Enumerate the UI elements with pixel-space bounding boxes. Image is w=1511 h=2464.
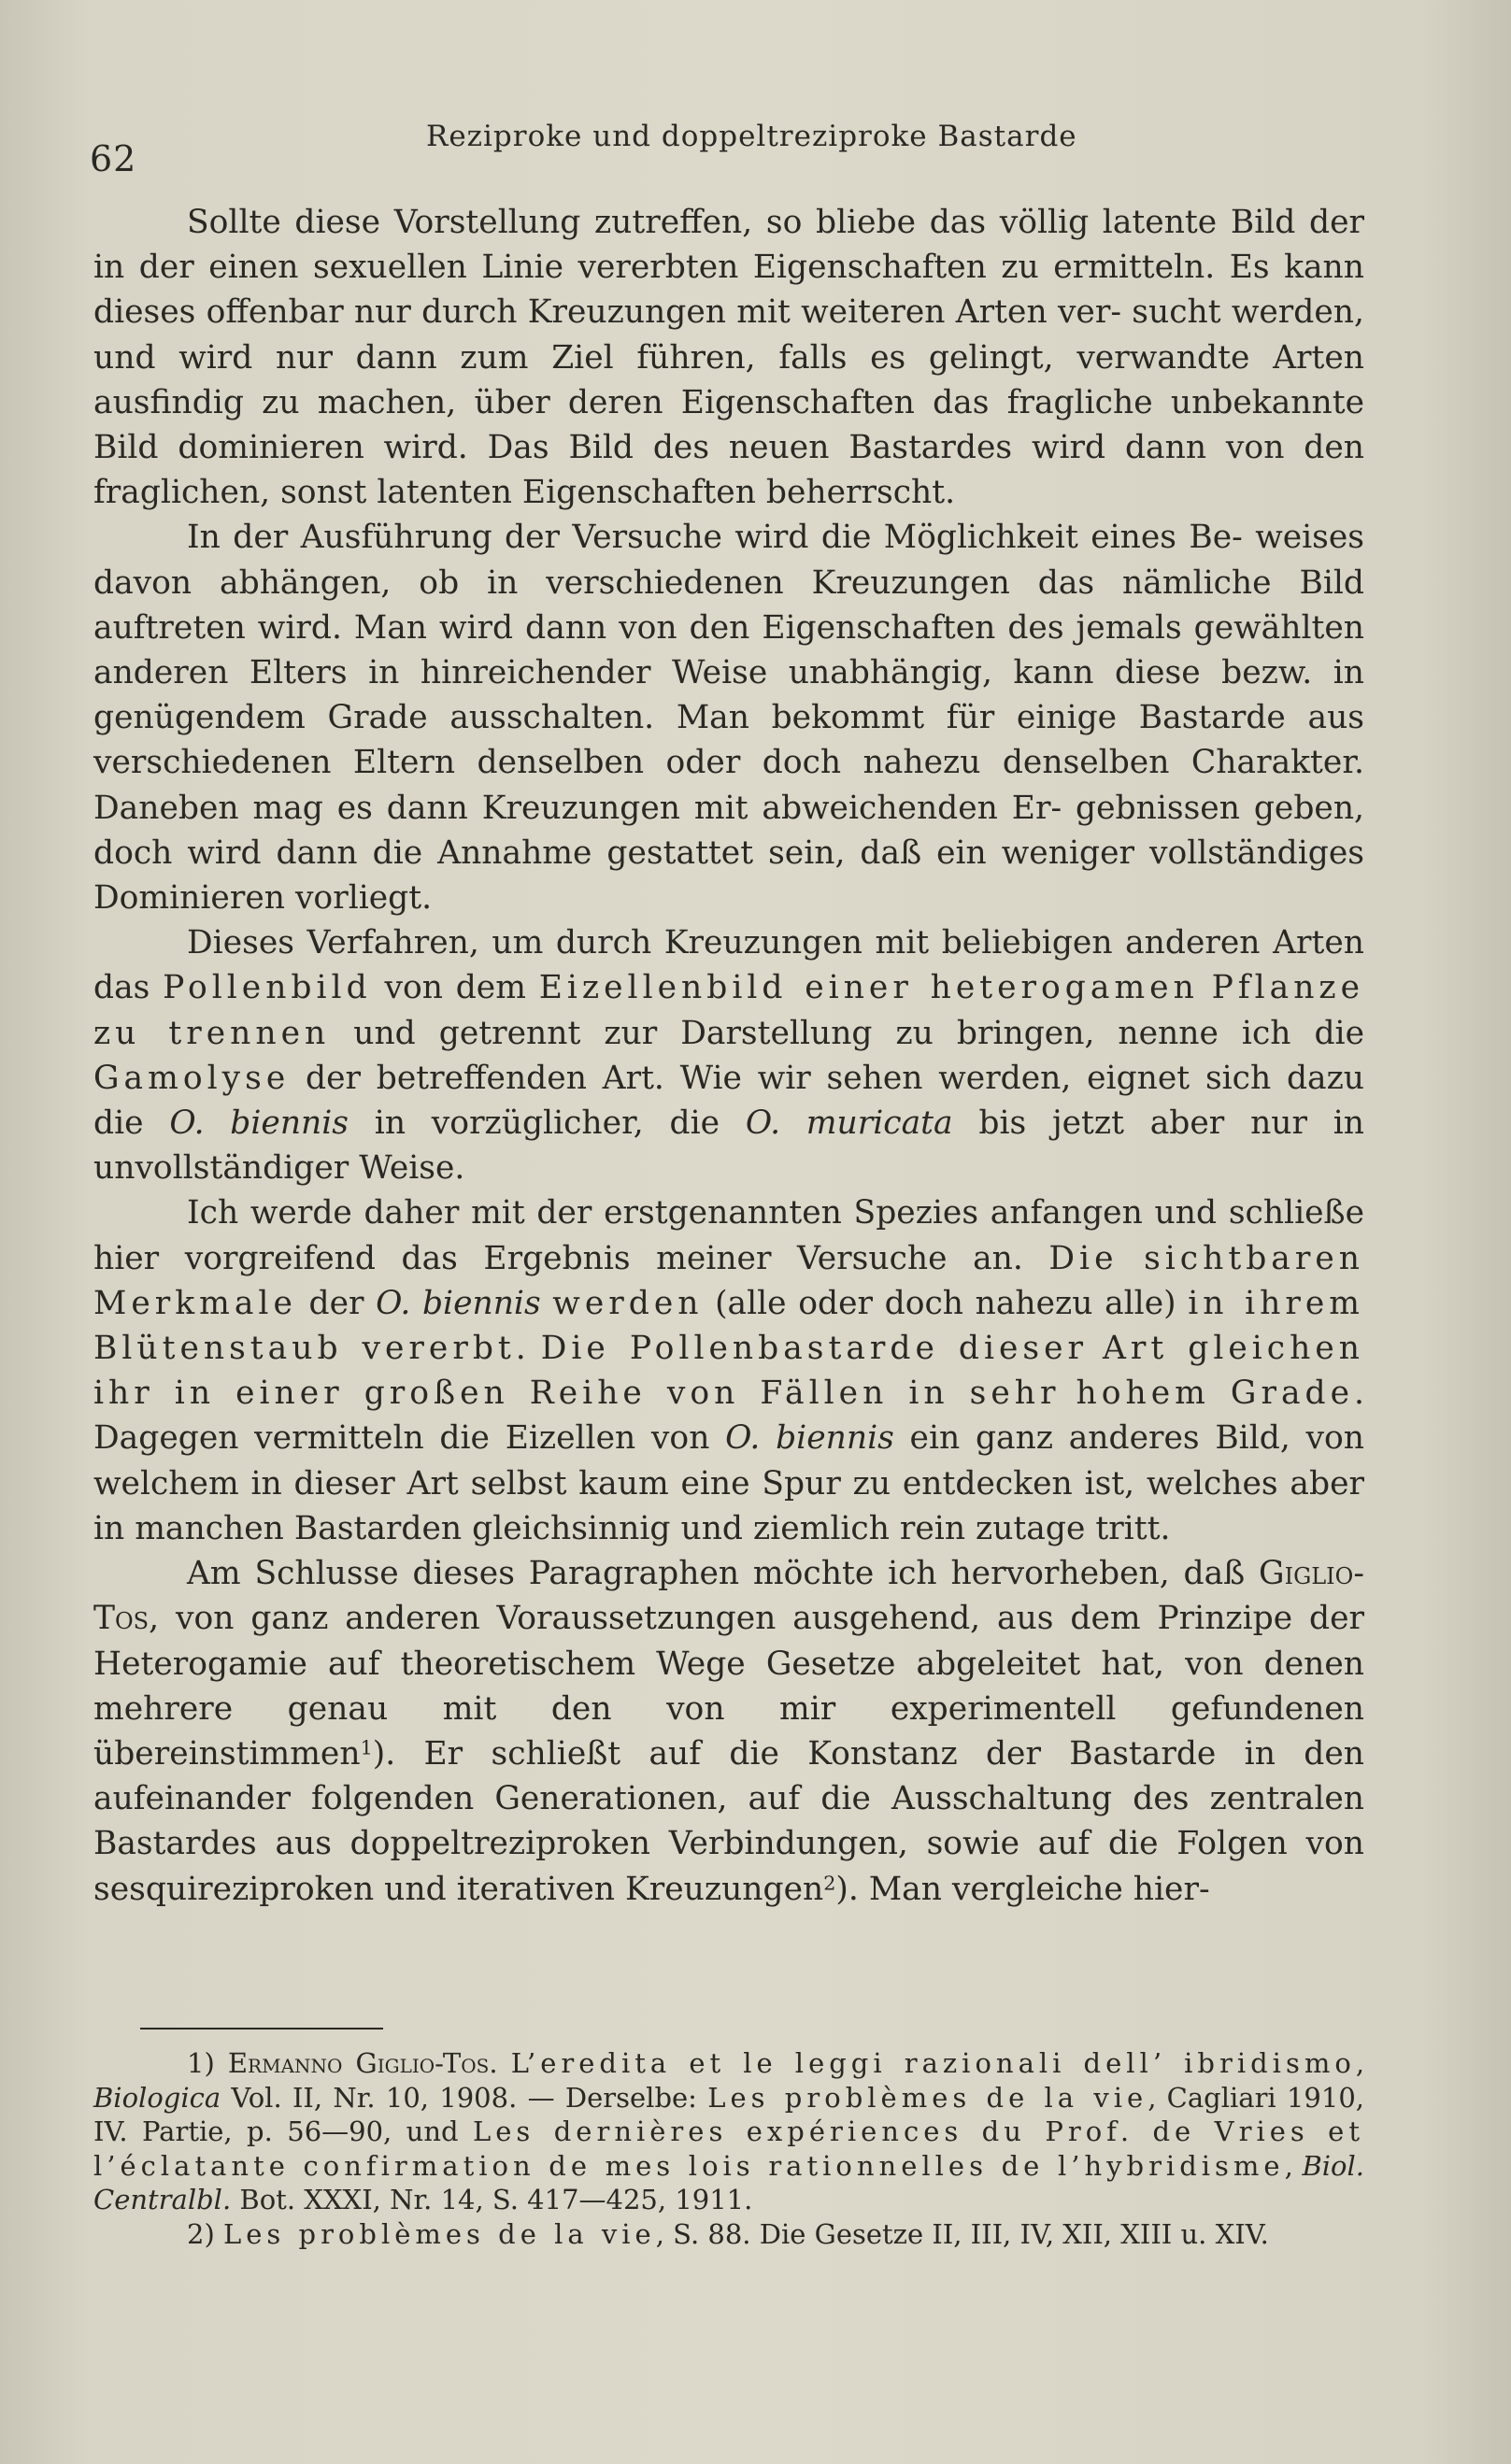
text-line: hat, von denen mehrere genau mit den von mir experimentell gefundenen	[93, 1645, 1365, 1728]
text-line: fragliche unbekannte Bild dominieren wird. Das Bild des neuen	[93, 383, 1365, 467]
spaced-term: Die	[1048, 1239, 1119, 1277]
text-line: ziemlich rein zutage tritt.	[752, 1509, 1171, 1547]
spaced-term: hohem Grade	[1076, 1374, 1355, 1413]
text-segment: ,	[1284, 2149, 1303, 2182]
spaced-term: Pollenbild	[163, 969, 372, 1007]
footnotes	[93, 2046, 1364, 2251]
running-head: Reziproke und doppeltreziproke Bastarde	[426, 120, 1077, 153]
text-line: gewählten anderen Elters in hinreichender Weise unabhängig, kann diese	[93, 608, 1364, 692]
text-segment: .	[489, 2047, 511, 2079]
text-line: weniger vollständiges Dominieren vorliegt.	[93, 833, 1364, 918]
text-line: verwandte Arten ausfindig zu machen, über deren Eigenschaften das	[93, 338, 1364, 421]
text-line: Sollte diese Vorstellung zutreffen, so bliebe das völlig latente Bild	[187, 204, 1296, 241]
text-segment: . Dagegen vermitteln die Eizellen von	[93, 1374, 1364, 1458]
text-line: Am Schlusse dieses Paragraphen möchte ich hervorheben, daß	[187, 1555, 1246, 1593]
work-title: Les problèmes de la vie	[222, 2217, 656, 2250]
text-segment: bis jetzt aber	[952, 1104, 1225, 1143]
text-line: Charakter. Daneben mag es dann Kreuzungen mit abweichenden Er-	[93, 744, 1364, 827]
text-line: Dieses Verfahren, um durch Kreuzungen mit beliebigen anderen	[187, 924, 1261, 962]
text-segment: ich die	[1241, 1014, 1365, 1052]
text-segment: ). Man vergleiche hier-	[835, 1870, 1210, 1908]
text-line: Ich werde daher mit der erstgenannten Spezies anfangen und	[187, 1194, 1218, 1232]
spaced-term: in ihrem Blütenstaub vererbt	[93, 1284, 1364, 1368]
paragraph-4	[93, 1190, 1364, 1551]
text-segment	[541, 1285, 553, 1322]
text-line: Es kann dieses offenbar nur durch Kreuzungen mit weiteren Arten ver-	[93, 249, 1364, 332]
paragraph-2	[93, 515, 1364, 920]
species-name: O. muricata	[745, 1104, 953, 1143]
spaced-term: Die Pollenbastarde dieser	[540, 1330, 1089, 1368]
text-line: Bastardes aus doppeltreziproken Verbindungen, sowie auf die Folgen	[93, 1825, 1288, 1863]
text-line: ganz anderes Bild, von welchem in dieser Art selbst kaum eine Spur	[93, 1419, 1365, 1503]
text-segment: ). Er schließt auf die Konstanz der Bastarde in den	[372, 1734, 1364, 1773]
text-segment: ein	[893, 1419, 961, 1458]
text-line: weises davon abhängen, ob in verschiedenen Kreuzungen das nämliche	[93, 519, 1365, 602]
paragraph-5	[93, 1551, 1364, 1912]
text-segment: , S. 88. Die Gesetze II, III, IV, XII, XIII u. XIV.	[655, 2217, 1269, 2250]
text-line: beherrscht.	[765, 474, 956, 512]
text-line: gebnissen geben, doch wird dann die Annahme gestattet sein, daß ein	[93, 789, 1365, 872]
text-line: nur in unvollständiger Weise.	[93, 1104, 1365, 1188]
spaced-term: werden	[552, 1284, 704, 1322]
text-segment: übereinstimmen	[93, 1734, 361, 1773]
species-name: O. biennis	[169, 1104, 349, 1143]
text-segment: Arten das	[93, 924, 1364, 1007]
footnote-2	[93, 2217, 1364, 2252]
text-segment: der betreffenden Art. Wie wir sehen werden, eignet	[290, 1059, 1190, 1097]
text-line: Bild auftreten wird. Man wird dann von den Eigenschaften des jemals	[93, 563, 1364, 647]
text-line: In der Ausführung der Versuche wird die Möglichkeit eines Be-	[187, 519, 1243, 557]
text-line: Prinzipe der Heterogamie auf theoretischem Wege Gesetze abgeleitet	[93, 1600, 1364, 1683]
footnote-1	[93, 2046, 1364, 2217]
work-title: L’eredita et le leggi razionali dell’ ibridismo	[510, 2047, 1356, 2079]
journal-name: Biologica	[93, 2081, 221, 2114]
text-segment: von sesquireziproken und iterativen Kreuzungen	[93, 1825, 1364, 1908]
text-segment: von dem	[371, 969, 539, 1007]
footnote-mark: 1)	[187, 2047, 228, 2079]
footnote-ref[interactable]: 1	[360, 1736, 373, 1759]
text-segment: und getrennt zur Darstellung zu bringen, nenne	[330, 1014, 1219, 1052]
author-name: Giglio-Tos	[93, 1555, 1364, 1638]
text-line: Bastardes wird dann von den fraglichen, sonst latenten Eigenschaften	[93, 429, 1365, 512]
spaced-term: sichtbaren Merkmale	[93, 1239, 1364, 1322]
page-header	[90, 120, 1370, 185]
species-name: O. biennis	[725, 1419, 894, 1458]
paragraph-3	[93, 920, 1364, 1190]
text-segment: .	[515, 1330, 541, 1368]
work-title: Les dernières expériences du Prof. de Vries et l’éclatante confirmation de mes lois rationnelles de l’hybridisme	[93, 2115, 1364, 2182]
text-segment: alle)	[1105, 1284, 1189, 1322]
text-segment: , Cagliari 1910, IV. Partie, p. 56—90, und	[93, 2081, 1364, 2147]
text-segment: schließe hier vorgreifend das Ergebnis meiner Versuche an.	[93, 1194, 1365, 1277]
text-segment: (alle oder doch nahezu	[703, 1284, 1093, 1322]
spaced-term: Eizellenbild einer heterogamen	[538, 969, 1199, 1007]
text-segment: ,	[1355, 2047, 1365, 2079]
text-line: zu entdecken ist, welches aber in manchen Bastarden gleichsinnig und	[93, 1464, 1364, 1547]
text-segment: in vorzüglicher, die	[349, 1104, 746, 1143]
text-segment: , von ganz anderen Voraussetzungen ausgehend, aus dem	[149, 1600, 1141, 1638]
text-segment: Bot. XXXI, Nr. 14, S. 417—425, 1911.	[231, 2184, 753, 2215]
text-line: der in der einen sexuellen Linie vererbten Eigenschaften zu ermitteln.	[93, 204, 1364, 287]
spaced-term: Gamolyse	[93, 1059, 291, 1097]
author-name: Ermanno Giglio-Tos	[227, 2047, 490, 2079]
work-title: Les problèmes de la vie	[707, 2081, 1148, 2114]
footnote-rule	[140, 2028, 383, 2030]
journal-name: Biol. Centralbl.	[93, 2149, 1364, 2215]
page-number: 62	[90, 138, 137, 179]
footnote-ref[interactable]: 2	[823, 1872, 836, 1895]
spaced-term: Pflanze zu trennen	[93, 969, 1365, 1052]
text-line: bezw. in genügendem Grade ausschalten. Man bekommt für einige	[93, 654, 1364, 737]
text-line: aufeinander folgenden Generationen, auf die Ausschaltung des zentralen	[93, 1780, 1364, 1818]
footnote-mark: 2)	[187, 2217, 223, 2250]
text-line: Bastarde aus verschiedenen Eltern denselben oder doch nahezu denselben	[93, 699, 1364, 782]
species-name: O. biennis	[376, 1284, 541, 1322]
paragraph-1	[93, 200, 1364, 515]
spaced-term: Art gleichen ihr in einer großen Reihe von Fällen in sehr	[93, 1330, 1364, 1413]
text-segment: Vol. II, Nr. 10, 1908. — Derselbe:	[221, 2081, 708, 2114]
body-text	[93, 200, 1364, 1912]
text-segment: der	[296, 1284, 377, 1322]
text-segment: sich dazu die	[93, 1059, 1365, 1143]
text-line: sucht werden, und wird nur dann zum Ziel führen, falls es gelingt,	[93, 293, 1364, 377]
